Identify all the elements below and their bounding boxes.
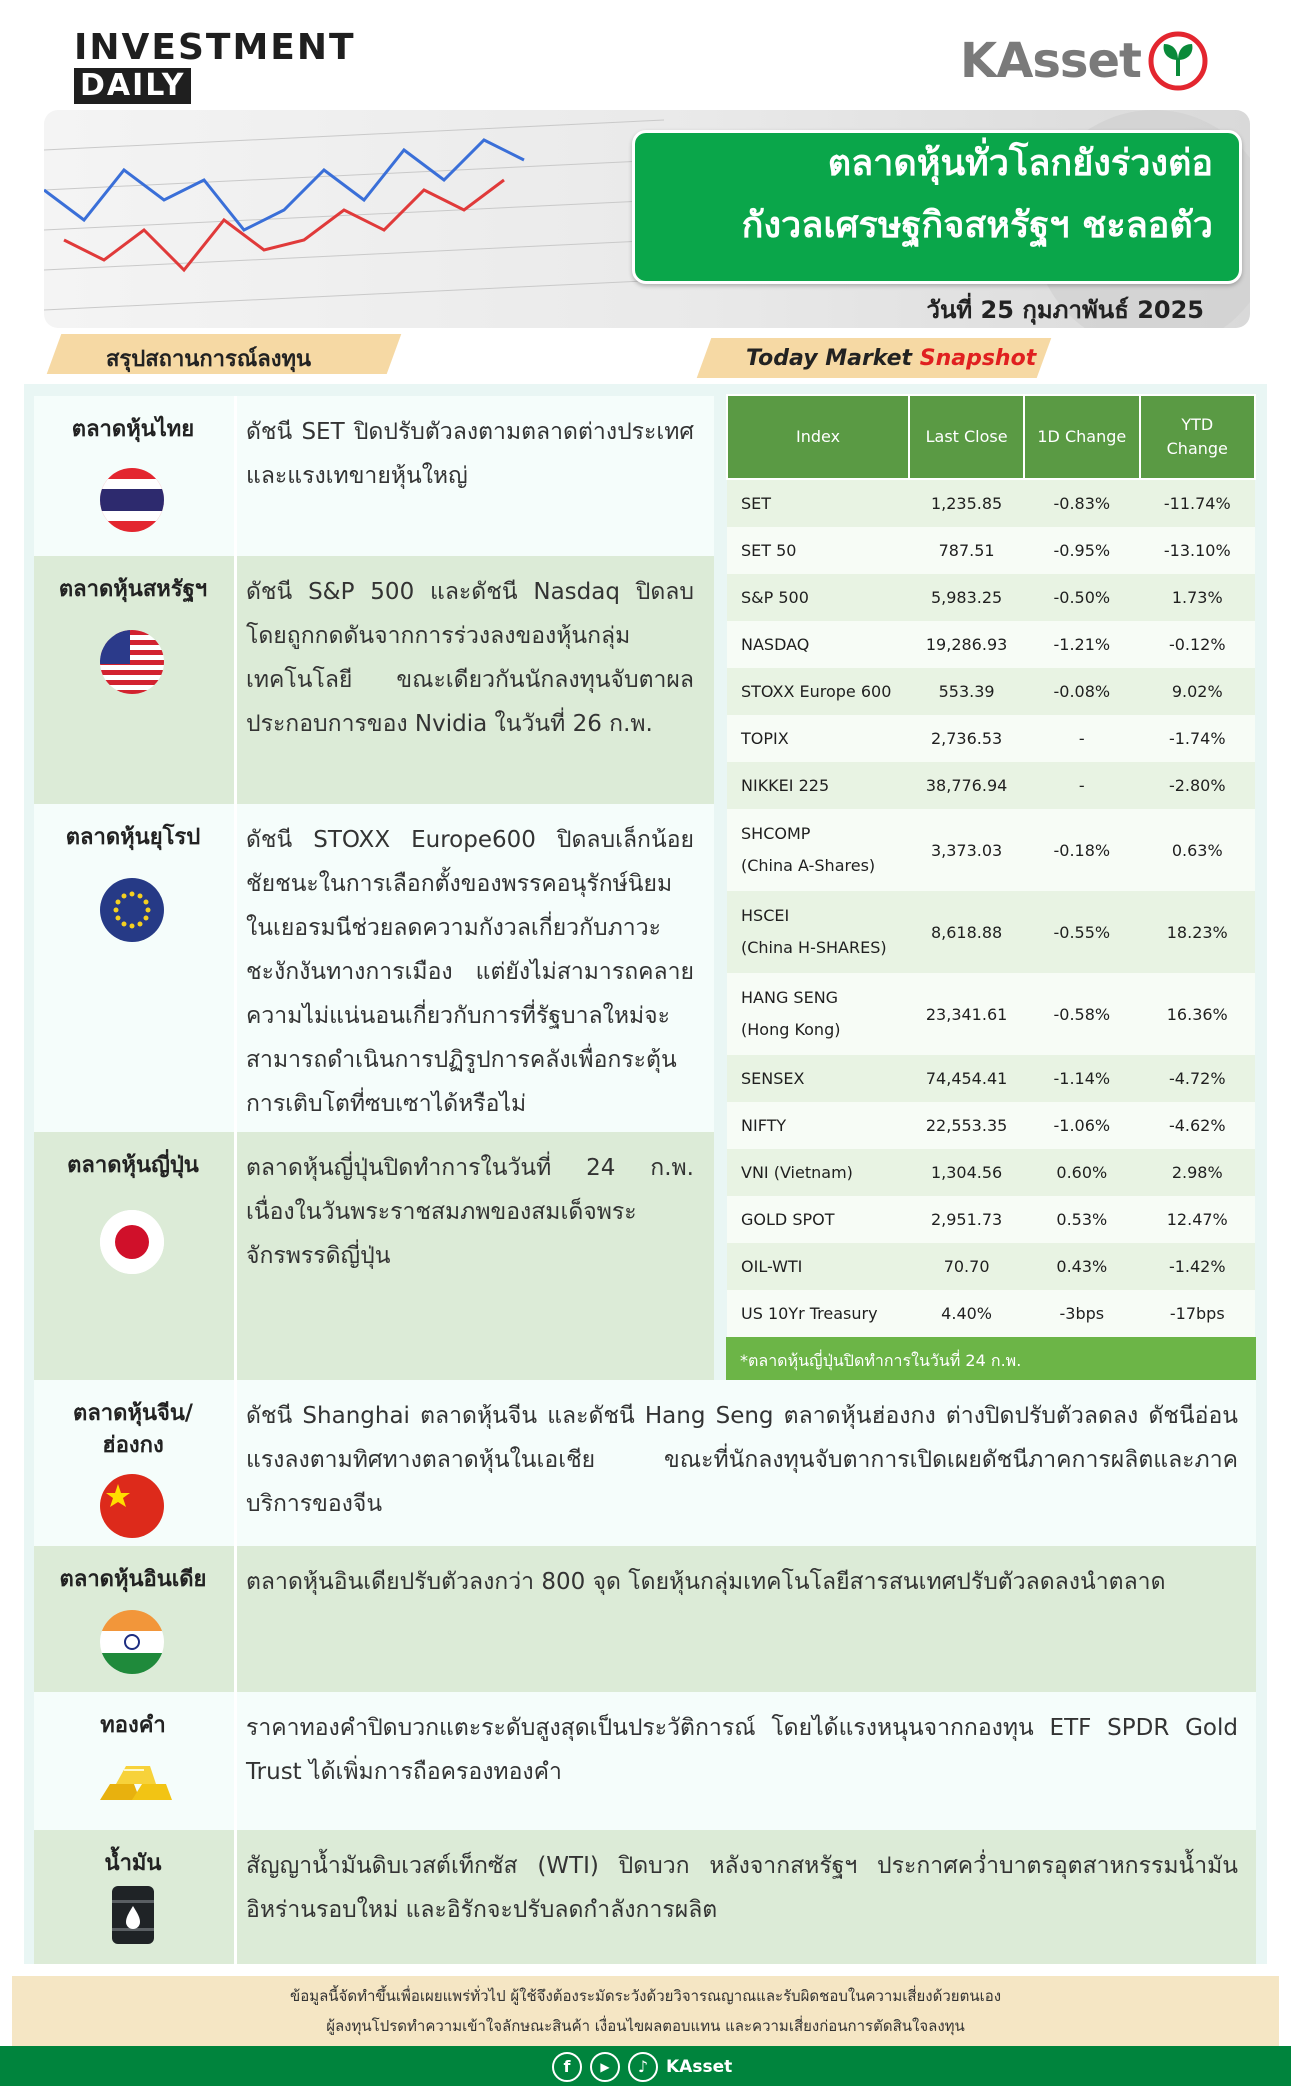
ytd-change-value: -0.12% [1140,621,1255,668]
kasset-wordmark: KAsset [960,33,1141,89]
last-close-value: 1,235.85 [909,479,1024,527]
ribbon-summary [54,334,394,374]
1d-change-value: 0.53% [1024,1196,1139,1243]
1d-change-value: -0.83% [1024,479,1139,527]
last-close-value: 38,776.94 [909,762,1024,809]
text-china: ดัชนี Shanghai ตลาดหุ้นจีน และดัชนี Hang Seng ตลาดหุ้นฮ่องกง ต่างปิดปรับตัวลดลง ดัชนีอ่อนแรงลงตามทิศทางตลาดหุ้นในเอเชีย ขณะที่นักลงทุนจับตาการเปิดเผยดัชนีภาคการผลิตและภาคบริการของจีน [246,1403,1238,1517]
last-close-value: 787.51 [909,527,1024,574]
col-1d-change: 1D Change [1024,395,1139,479]
index-name-text: TOPIX [741,728,789,748]
headline-line1: ตลาดหุ้นทั่วโลกยังร่วงต่อ [827,143,1213,184]
ytd-change-value: -13.10% [1140,527,1255,574]
last-close-value: 74,454.41 [909,1055,1024,1102]
index-name [727,762,909,809]
ytd-change-value: -4.62% [1140,1102,1255,1149]
row-india-market [34,1546,1256,1692]
gold-bar-icon [94,1756,174,1808]
last-close-value: 553.39 [909,668,1024,715]
index-name-text: HANG SENG [741,988,839,1007]
index-name-text: NASDAQ [741,634,810,654]
last-close-value: 19,286.93 [909,621,1024,668]
headline-line2: กังวลเศรษฐกิจสหรัฐฯ ชะลอตัว [741,205,1213,246]
row-china-market [34,1380,1256,1546]
col-ytd-change: YTD Change [1140,395,1255,479]
index-name [727,527,909,574]
ribbon-snapshot-label [746,346,1036,371]
index-name [727,621,909,668]
table-row [727,668,1255,715]
eu-flag-icon [100,878,164,942]
index-name [727,668,909,715]
ytd-change-value: 0.63% [1140,809,1255,891]
brand-line2: DAILY [74,68,191,104]
index-name [727,715,909,762]
ribbon-snapshot-label-a: Today Market [746,346,920,371]
row-oil [34,1830,1256,1964]
text-india: ตลาดหุ้นอินเดียปรับตัวลงกว่า 800 จุด โดยหุ้นกลุ่มเทคโนโลยีสารสนเทศปรับตัวลดลงนำตลาด [246,1569,1166,1595]
text-europe: ดัชนี STOXX Europe600 ปิดลบเล็กน้อย ชัยชนะในการเลือกตั้งของพรรคอนุรักษ์นิยมในเยอรมนีช่วยลดความกังวลเกี่ยวกับภาวะชะงักงันทางการเมือง แต่ยังไม่สามารถคลายความไม่แน่นอนเกี่ยวกับการที่รัฐบาลใหม่จะสามารถดำเนินการปฏิรูปการคลังเพื่อกระตุ้นการเติบโตที่ซบเซาได้หรือไม่ [246,827,694,1117]
row-thai-market [34,396,714,556]
investment-daily-logo [74,28,356,104]
report-date: วันที่ 25 กุมภาพันธ์ 2025 [926,296,1204,324]
ytd-change-value: -4.72% [1140,1055,1255,1102]
table-row [727,762,1255,809]
label-india: ตลาดหุ้นอินเดีย [59,1567,207,1592]
disclaimer [12,1976,1279,2046]
index-name [727,1055,909,1102]
1d-change-value: -0.55% [1024,891,1139,973]
table-row [727,1149,1255,1196]
row-gold [34,1692,1256,1830]
ytd-change-value: -11.74% [1140,479,1255,527]
social-handle[interactable]: KAsset [666,2057,733,2077]
index-name [727,1102,909,1149]
table-row [727,973,1255,1055]
index-name-text: STOXX Europe 600 [741,681,892,701]
1d-change-value: -1.14% [1024,1055,1139,1102]
index-name-text: SET 50 [741,540,797,560]
disclaimer-line2: ผู้ลงทุนโปรดทำความเข้าใจลักษณะสินค้า เงื่อนไขผลตอบแทน และความเสี่ยงก่อนการตัดสินใจลงทุน [326,2017,965,2035]
index-name [727,809,909,891]
label-thai: ตลาดหุ้นไทย [71,417,195,442]
row-us-market [34,556,714,804]
table-note: *ตลาดหุ้นญี่ปุ่นปิดทำการในวันที่ 24 ก.พ. [726,1337,1256,1385]
table-row [727,574,1255,621]
col-index: Index [727,395,909,479]
ytd-change-value: 16.36% [1140,973,1255,1055]
index-subname: (China H-SHARES) [741,938,887,957]
youtube-icon[interactable]: ▶ [590,2052,620,2082]
ytd-change-value: 2.98% [1140,1149,1255,1196]
label-europe: ตลาดหุ้นยุโรป [65,825,201,850]
facebook-icon[interactable]: f [552,2052,582,2082]
1d-change-value: - [1024,762,1139,809]
index-name [727,574,909,621]
disclaimer-line1: ข้อมูลนี้จัดทำขึ้นเพื่อเผยแพร่ทั่วไป ผู้ใช้จึงต้องระมัดระวังด้วยวิจารณญาณและรับผิดชอบในความเสี่ยงด้วยตนเอง [289,1987,1002,2005]
ytd-change-value: 18.23% [1140,891,1255,973]
label-us: ตลาดหุ้นสหรัฐฯ [58,577,208,602]
table-body [727,479,1255,1337]
row-europe-market [34,804,714,1132]
last-close-value: 1,304.56 [909,1149,1024,1196]
kasset-leaf-icon [1147,30,1209,92]
index-name-text: GOLD SPOT [741,1209,835,1229]
index-name-text: US 10Yr Treasury [741,1303,878,1323]
1d-change-value: -1.21% [1024,621,1139,668]
ribbon-summary-label: สรุปสถานการณ์ลงทุน [106,347,312,372]
1d-change-value: -0.95% [1024,527,1139,574]
col-last-close: Last Close [909,395,1024,479]
last-close-value: 22,553.35 [909,1102,1024,1149]
usa-flag-icon [100,630,164,694]
text-japan: ตลาดหุ้นญี่ปุ่นปิดทำการในวันที่ 24 ก.พ. เนื่องในวันพระราชสมภพของสมเด็จพระจักรพรรดิญี่ปุ่น [246,1155,694,1269]
1d-change-value: - [1024,715,1139,762]
headline-box [632,130,1242,284]
index-name-text: SHCOMP [741,824,811,843]
ytd-change-value: -2.80% [1140,762,1255,809]
last-close-value: 4.40% [909,1290,1024,1337]
index-name-text: NIKKEI 225 [741,775,830,795]
index-name-text: OIL-WTI [741,1256,803,1276]
last-close-value: 2,951.73 [909,1196,1024,1243]
table-row [727,1055,1255,1102]
ytd-change-value: 12.47% [1140,1196,1255,1243]
row-japan-market [34,1132,714,1380]
tiktok-icon[interactable]: ♪ [628,2052,658,2082]
table-row [727,527,1255,574]
table-row [727,1243,1255,1290]
ytd-change-value: -1.42% [1140,1243,1255,1290]
label-japan: ตลาดหุ้นญี่ปุ่น [67,1153,199,1178]
last-close-value: 5,983.25 [909,574,1024,621]
table-row [727,1290,1255,1337]
ytd-change-value: -1.74% [1140,715,1255,762]
1d-change-value: -0.18% [1024,809,1139,891]
ytd-change-value: -17bps [1140,1290,1255,1337]
1d-change-value: -0.50% [1024,574,1139,621]
index-name-text: SET [741,493,772,513]
china-flag-icon [100,1474,164,1538]
index-name-text: NIFTY [741,1115,787,1135]
ytd-change-value: 9.02% [1140,668,1255,715]
index-subname: (China A-Shares) [741,856,876,875]
index-name-text: HSCEI [741,906,790,925]
last-close-value: 70.70 [909,1243,1024,1290]
index-name [727,1196,909,1243]
index-name-text: SENSEX [741,1068,805,1088]
table-row [727,621,1255,668]
label-china: ตลาดหุ้นจีน/ ฮ่องกง [73,1401,193,1458]
label-oil: น้ำมัน [104,1851,162,1876]
oil-barrel-icon [110,1882,156,1952]
japan-flag-icon [100,1210,164,1274]
market-snapshot-table [726,394,1256,1385]
table-row [727,809,1255,891]
1d-change-value: -1.06% [1024,1102,1139,1149]
1d-change-value: 0.43% [1024,1243,1139,1290]
table-row [727,1102,1255,1149]
index-name [727,973,909,1055]
text-us: ดัชนี S&P 500 และดัชนี Nasdaq ปิดลบ โดยถูกกดดันจากการร่วงลงของหุ้นกลุ่มเทคโนโลยี ขณะเดียวกันนักลงทุนจับตาผลประกอบการของ Nvidia ในวันที่ 26 ก.พ. [246,579,694,737]
table-row [727,891,1255,973]
kasset-logo [960,30,1209,92]
ytd-change-value: 1.73% [1140,574,1255,621]
index-name [727,1243,909,1290]
ribbon-snapshot-label-b: Snapshot [919,346,1037,371]
text-gold: ราคาทองคำปิดบวกแตะระดับสูงสุดเป็นประวัติการณ์ โดยได้แรงหนุนจากกองทุน ETF SPDR Gold Trust ได้เพิ่มการถือครองทองคำ [246,1715,1238,1785]
thailand-flag-icon [100,468,164,532]
index-name [727,1149,909,1196]
index-name [727,479,909,527]
1d-change-value: -3bps [1024,1290,1139,1337]
last-close-value: 8,618.88 [909,891,1024,973]
index-subname: (Hong Kong) [741,1020,841,1039]
last-close-value: 3,373.03 [909,809,1024,891]
label-gold: ทองคำ [100,1713,166,1738]
1d-change-value: 0.60% [1024,1149,1139,1196]
index-name [727,891,909,973]
index-name-text: VNI (Vietnam) [741,1162,853,1182]
last-close-value: 23,341.61 [909,973,1024,1055]
india-flag-icon [100,1610,164,1674]
table-row [727,715,1255,762]
social-bar [0,2046,1291,2086]
1d-change-value: -0.08% [1024,668,1139,715]
ribbon-snapshot [704,338,1044,378]
index-name-text: S&P 500 [741,587,809,607]
table-row [727,479,1255,527]
text-oil: สัญญาน้ำมันดิบเวสต์เท็กซัส (WTI) ปิดบวก หลังจากสหรัฐฯ ประกาศคว่ำบาตรอุตสาหกรรมน้ำมันอิหร่านรอบใหม่ และอิรักจะปรับลดกำลังการผลิต [246,1853,1238,1923]
index-name [727,1290,909,1337]
last-close-value: 2,736.53 [909,715,1024,762]
text-thai: ดัชนี SET ปิดปรับตัวลงตามตลาดต่างประเทศ และแรงเทขายหุ้นใหญ่ [246,419,694,489]
1d-change-value: -0.58% [1024,973,1139,1055]
table-row [727,1196,1255,1243]
brand-line1: INVESTMENT [74,27,356,68]
